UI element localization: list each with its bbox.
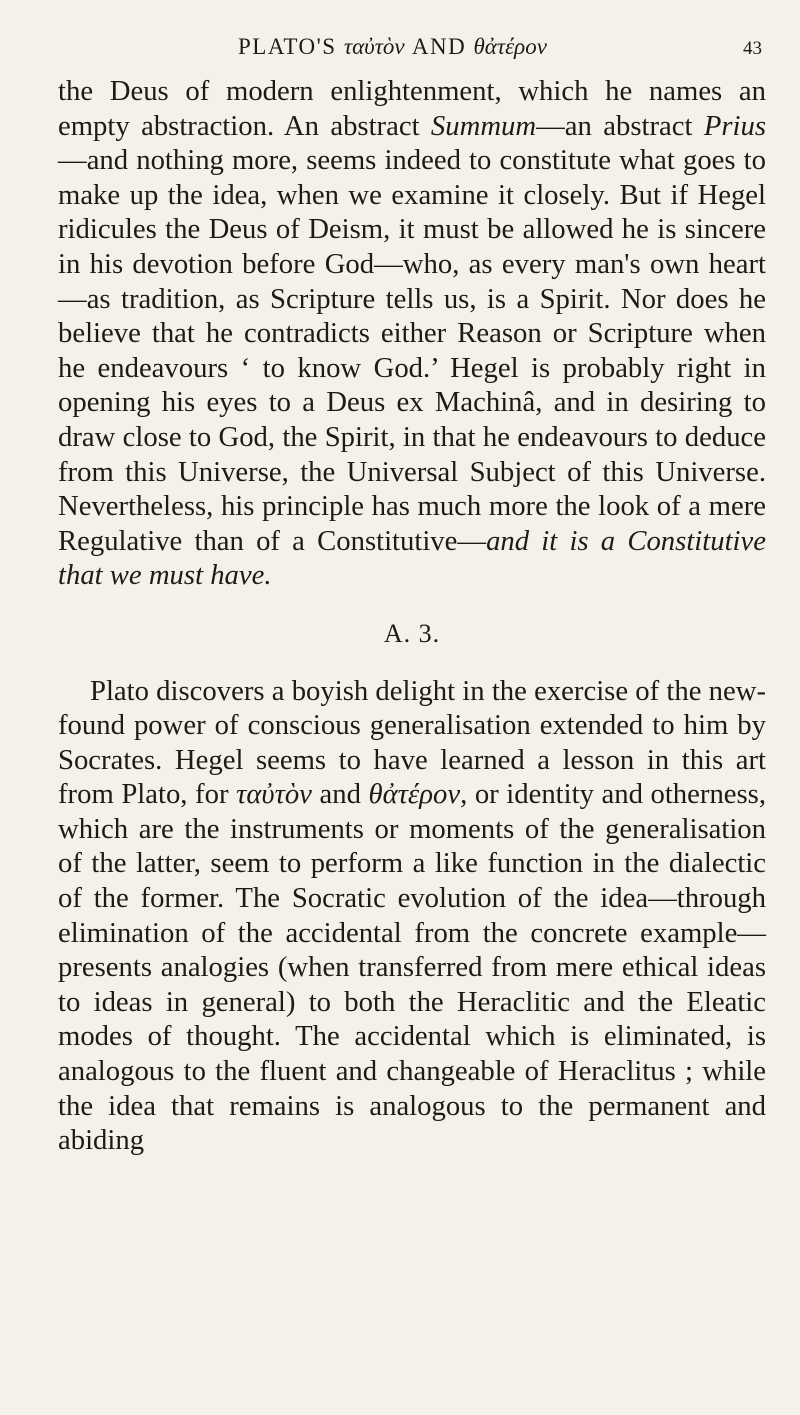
- running-title-greek-1: ταὐτὸν: [343, 34, 405, 59]
- running-title-lead: PLATO'S: [238, 34, 337, 59]
- paragraph-2: [58, 674, 766, 1158]
- running-title-greek-2: θἀτέρον: [473, 34, 547, 59]
- paragraph-2-text-c: , or identity and otherness, which are the instruments or moments of the generalisation of the latter, seem to perform a like function in the dialectic of the former. The Socratic evolution of the idea—through elimination of the accidental from the concrete example—presents analogies (when transferred from mere ethical ideas to ideas in general) to both the Heraclitic and the Eleatic modes of thought. The accidental which is eliminated, is analogous to the fluent and changeable of Heraclitus ; while the idea that remains is analogous to the permanent and abiding: [58, 778, 767, 1157]
- running-title-and: AND: [411, 34, 467, 59]
- term-summum: Summum: [430, 109, 537, 142]
- paragraph-1-text-b: —an abstract: [536, 109, 704, 142]
- running-title: [238, 34, 547, 60]
- section-heading: A. 3.: [383, 618, 441, 648]
- paragraph-1-text-a: the Deus of modern enlightenment, which he names an empty abstraction. An abstract: [58, 75, 766, 142]
- paragraph-2-text-b: and: [311, 778, 369, 811]
- running-head: [0, 34, 800, 64]
- paragraph-1: [58, 74, 766, 593]
- body-text: [58, 74, 766, 1158]
- term-prius: Prius: [703, 109, 766, 142]
- paragraph-2-text-a: Plato discovers a boyish delight in the exercise of the new-found power of conscious generalisation extended to him by Socrates. Hegel seems to have learned a lesson in this art from Plato, for: [58, 674, 766, 811]
- page-number: 43: [743, 38, 762, 59]
- paragraph-1-text-c: —and nothing more, seems indeed to constitute what goes to make up the idea, when we examine it closely. But if Hegel ridicules the Deus of Deism, it must be allowed he is sincere in his devotion before God—who, as every man's own heart—as tradition, as Scripture tells us, is a Spirit. Nor does he believe that he contradicts either Reason or Scripture when he endeavours ‘ to know God.’ Hegel is probably right in opening his eyes to a Deus ex Machinâ, and in desiring to draw close to God, the Spirit, in that he endeavours to deduce from this Universe, the Universal Subject of this Universe. Nevertheless, his principle has much more the look of a mere Regulative than of a Constitutive—: [58, 144, 766, 557]
- greek-thateron: θἀτέρον: [368, 778, 461, 811]
- greek-tauton: ταὐτὸν: [236, 778, 312, 811]
- paragraph-1-emphasis: and it is a Constitutive that we must have.: [58, 524, 766, 592]
